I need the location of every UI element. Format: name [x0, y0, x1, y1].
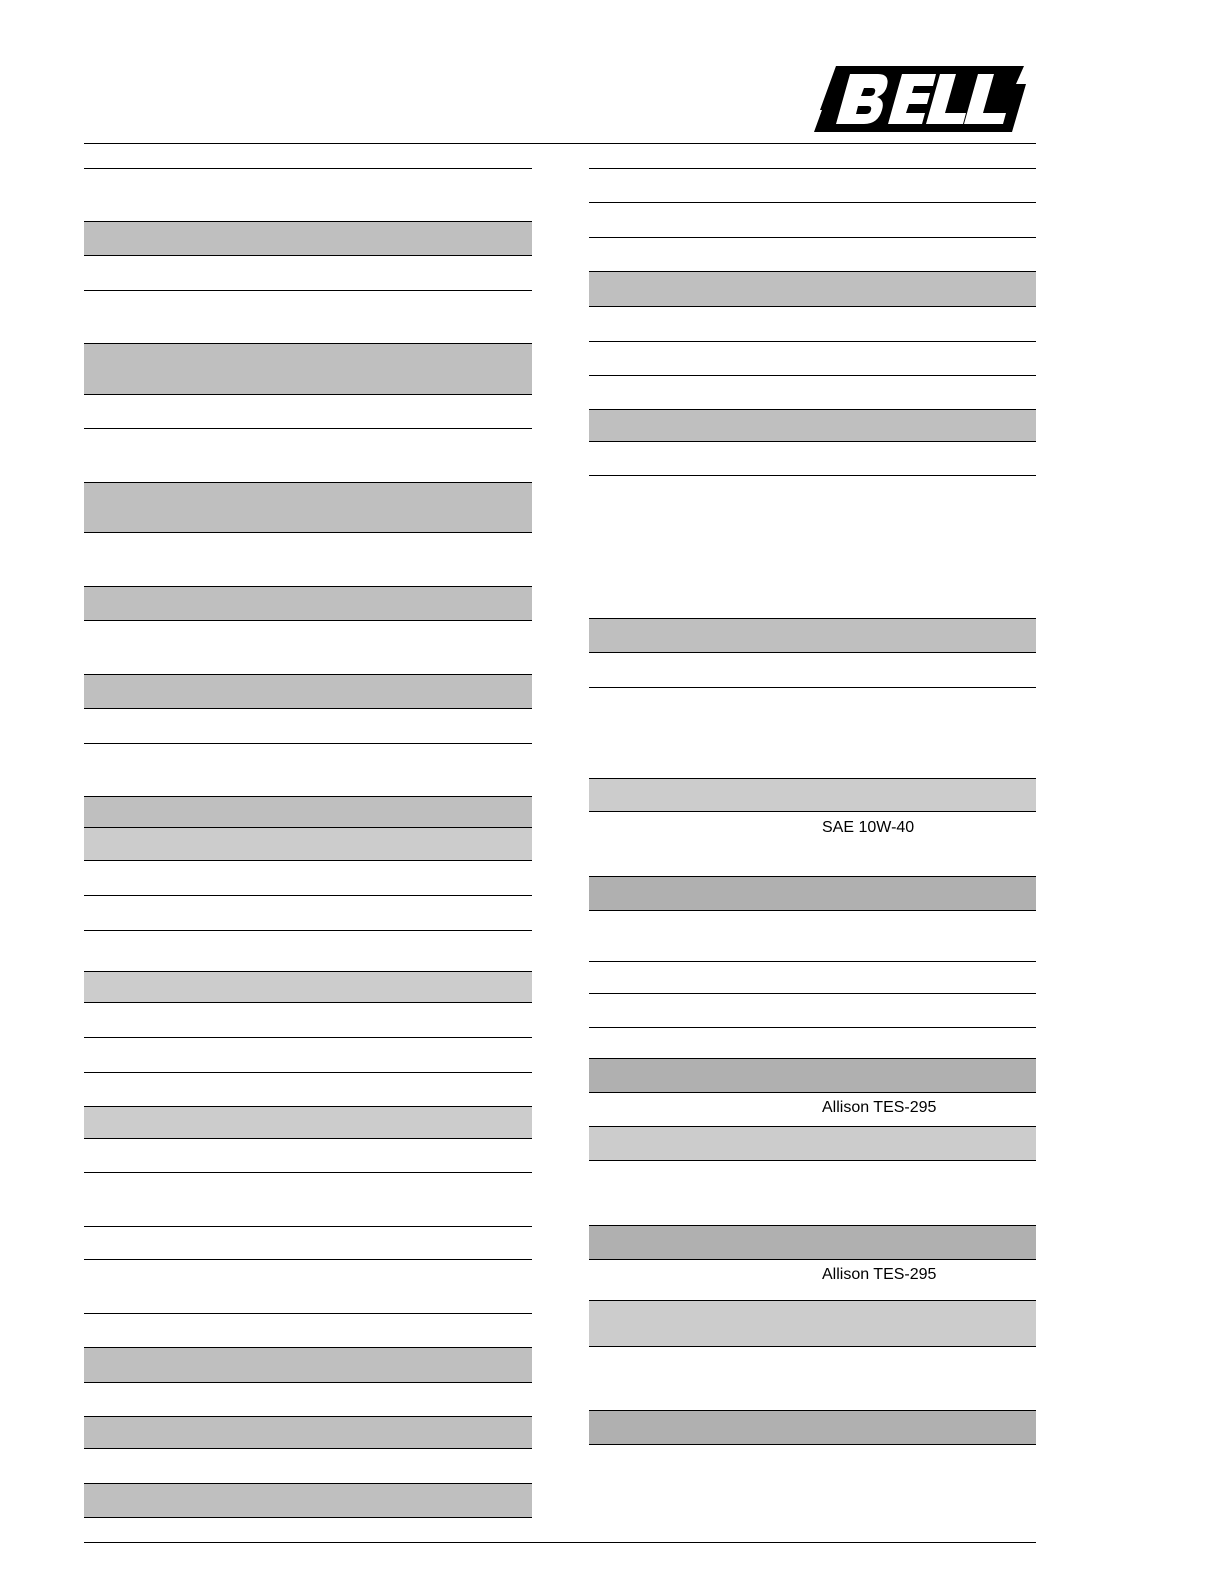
left-section-band	[84, 674, 532, 709]
left-section-band	[84, 1347, 532, 1383]
transmission-fluid-value: Allison TES-295	[822, 1099, 937, 1116]
right-subsection-band	[589, 1126, 1036, 1161]
header-rule	[84, 143, 1036, 144]
left-row-divider	[84, 895, 532, 896]
left-row-divider	[84, 1313, 532, 1314]
right-row-divider	[589, 1027, 1036, 1028]
transmission-fluid-value: Allison TES-295	[822, 1266, 937, 1283]
left-row-divider	[84, 930, 532, 931]
bell-logo	[806, 62, 1034, 138]
left-section-band	[84, 1483, 532, 1518]
left-section-band	[84, 343, 532, 395]
right-row-divider	[589, 341, 1036, 342]
right-section-band	[589, 1058, 1036, 1093]
left-subsection-band	[84, 971, 532, 1003]
right-section-band	[589, 876, 1036, 911]
left-row-divider	[84, 743, 532, 744]
right-row-divider	[589, 202, 1036, 203]
left-row-divider	[84, 168, 532, 169]
right-row-divider	[589, 375, 1036, 376]
left-row-divider	[84, 290, 532, 291]
left-row-divider	[84, 428, 532, 429]
left-section-band	[84, 796, 532, 828]
left-row-divider	[84, 1037, 532, 1038]
logo-text: BELL	[806, 62, 809, 63]
right-section-band	[589, 1410, 1036, 1445]
right-row-divider	[589, 237, 1036, 238]
left-row-divider	[84, 1072, 532, 1073]
right-section-band	[589, 618, 1036, 653]
right-row-divider	[589, 993, 1036, 994]
left-row-divider	[84, 1226, 532, 1227]
left-subsection-band	[84, 1106, 532, 1139]
right-subsection-band	[589, 1300, 1036, 1347]
left-section-band	[84, 1416, 532, 1449]
footer-rule	[84, 1542, 1036, 1543]
left-row-divider	[84, 1259, 532, 1260]
left-subsection-band	[84, 827, 532, 861]
oil-spec-value: SAE 10W-40	[822, 819, 915, 836]
right-row-divider	[589, 961, 1036, 962]
left-section-band	[84, 221, 532, 256]
right-subsection-band	[589, 778, 1036, 812]
left-row-divider	[84, 1172, 532, 1173]
right-row-divider	[589, 475, 1036, 476]
right-section-band	[589, 271, 1036, 307]
right-row-divider	[589, 168, 1036, 169]
right-section-band	[589, 409, 1036, 442]
bell-logo-letters	[836, 74, 1006, 124]
left-section-band	[84, 586, 532, 621]
right-section-band	[589, 1225, 1036, 1260]
right-row-divider	[589, 687, 1036, 688]
left-section-band	[84, 482, 532, 533]
